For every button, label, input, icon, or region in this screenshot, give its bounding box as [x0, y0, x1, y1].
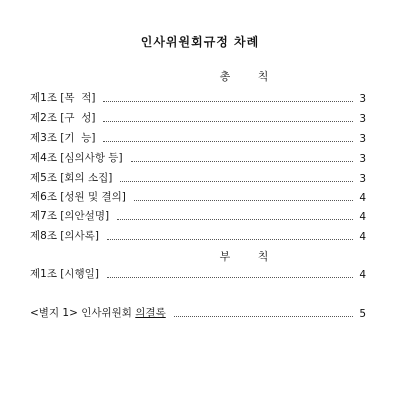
leader-dots: [107, 239, 353, 240]
toc-entry[interactable]: [30, 266, 366, 281]
toc-entry-label: 제1조 [시행일]: [30, 268, 99, 280]
leader-dots: [107, 277, 353, 278]
leader-dots: [131, 161, 354, 162]
toc-entry[interactable]: [30, 170, 366, 185]
toc-entry-label: 제1조 [목 적]: [30, 92, 96, 104]
toc-entry-page: 3: [359, 133, 366, 145]
toc-entry[interactable]: [30, 189, 366, 204]
toc-entry-label: 제7조 [의안설명]: [30, 210, 110, 222]
toc-entry-label: 제5조 [회의 소집]: [30, 172, 113, 184]
toc-entry-label: 제8조 [의사록]: [30, 230, 99, 242]
toc-entry[interactable]: [30, 110, 366, 125]
toc-entry-label: 제4조 [심의사항 등]: [30, 152, 123, 164]
document-title: 인사위원회규정 차례: [140, 35, 260, 49]
appendix-label-underlined: 의결록: [135, 307, 166, 319]
leader-dots: [103, 141, 353, 142]
toc-entry-label: 제3조 [기 능]: [30, 132, 96, 144]
toc-entry[interactable]: [30, 90, 366, 105]
toc-entry[interactable]: [30, 208, 366, 223]
leader-dots: [120, 181, 353, 182]
leader-dots: [103, 121, 353, 122]
toc-entry-page: 4: [359, 231, 366, 243]
toc-entry-page: 3: [359, 113, 366, 125]
appendix-page: 5: [359, 308, 366, 320]
toc-entry-label: 제2조 [구 성]: [30, 112, 96, 124]
toc-entry-page: 3: [359, 93, 366, 105]
leader-dots: [103, 101, 353, 102]
toc-entry[interactable]: [30, 150, 366, 165]
toc-entry-page: 4: [359, 211, 366, 223]
appendix-label: <별지 1> 인사위원회: [30, 307, 136, 319]
toc-entry[interactable]: [30, 228, 366, 243]
toc-entry-page: 3: [359, 153, 366, 165]
section-heading-general: 총 칙: [219, 70, 281, 83]
section-heading-supplementary: 부 칙: [219, 250, 281, 263]
toc-entry-page: 4: [359, 269, 366, 281]
leader-dots: [134, 200, 353, 201]
leader-dots: [117, 219, 353, 220]
leader-dots: [174, 316, 354, 317]
toc-entry-label: 제6조 [성원 및 결의]: [30, 191, 126, 203]
toc-entry[interactable]: [30, 130, 366, 145]
toc-appendix-entry[interactable]: [30, 305, 366, 320]
toc-entry-page: 4: [359, 192, 366, 204]
toc-entry-page: 3: [359, 173, 366, 185]
